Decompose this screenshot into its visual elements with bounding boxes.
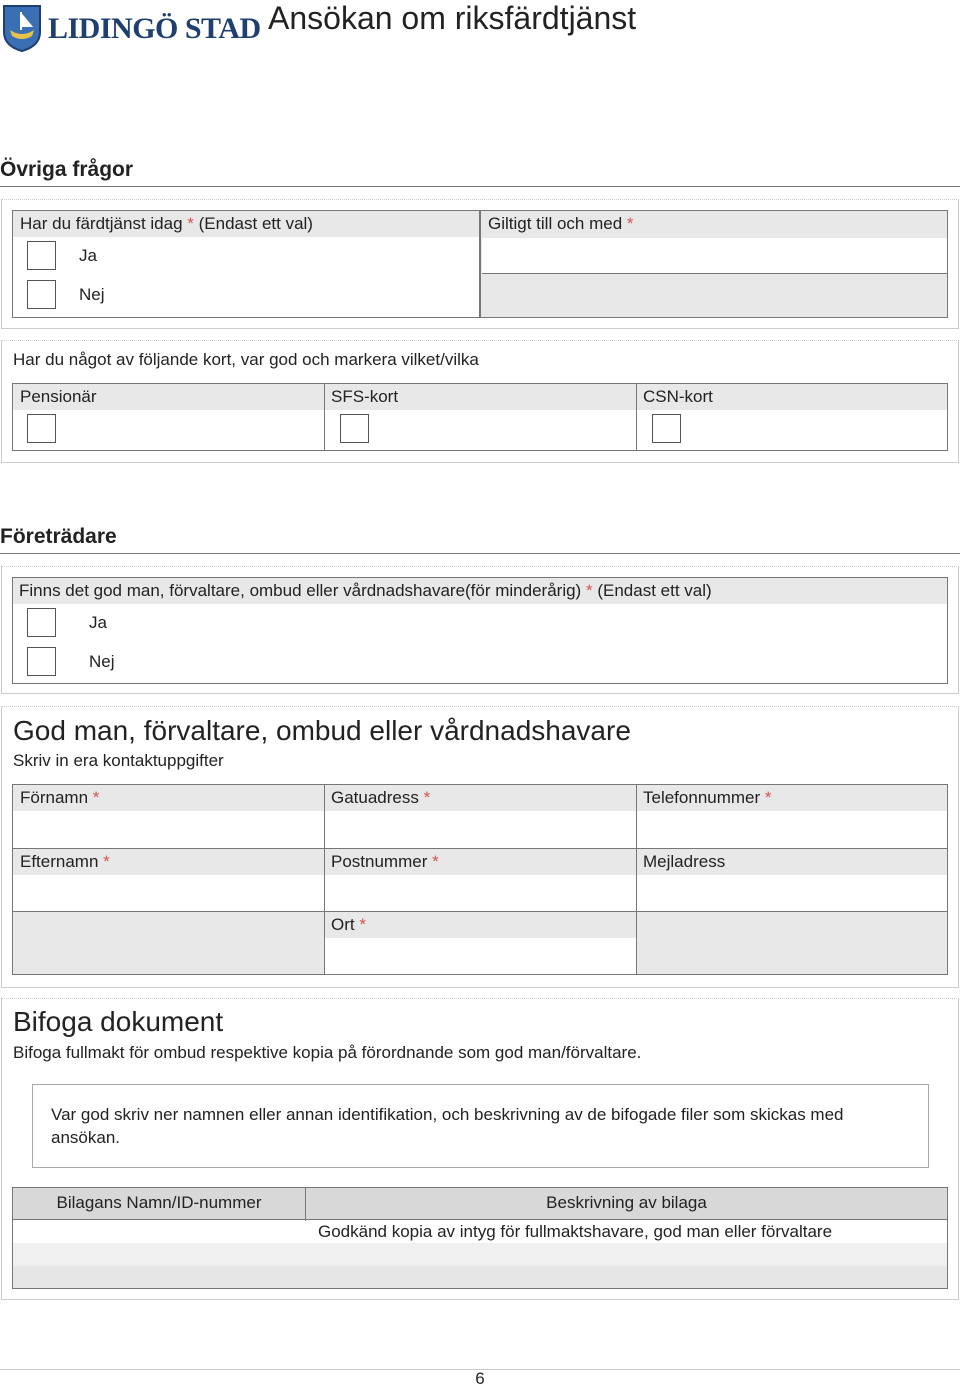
foretradare-question: Finns det god man, förvaltare, ombud eller vårdnadshavare(för minderårig) * (Endast ett val) [13, 578, 947, 604]
kort-sfs-label: SFS-kort [331, 387, 399, 406]
mejl-label: Mejladress [643, 852, 726, 871]
attachment-desc-cell[interactable]: Godkänd kopia av intyg för fullmaktshavare, god man eller förvaltare [318, 1222, 833, 1241]
page-title: Ansökan om riksfärdtjänst [268, 0, 637, 36]
attachments-table [12, 1187, 948, 1289]
bifoga-subheading: Bifoga fullmakt för ombud respektive kopia på förordnande som god man/förvaltare. [13, 1043, 642, 1062]
page-number: 6 [475, 1369, 485, 1388]
efternamn-label: Efternamn * [20, 852, 110, 871]
ort-label: Ort * [331, 915, 366, 934]
kort-question: Har du något av följande kort, var god och markera vilket/vilka [13, 350, 479, 369]
empty-cell-right [637, 912, 947, 974]
fornamn-input[interactable] [14, 812, 323, 847]
fornamn-label: Förnamn * [20, 788, 100, 807]
section-heading-ovriga: Övriga frågor [0, 158, 960, 187]
foretradare-ja-label: Ja [89, 613, 107, 632]
section-heading-foretradare: Företrädare [0, 525, 960, 554]
telefon-label: Telefonnummer * [643, 788, 772, 807]
contact-heading: God man, förvaltare, ombud eller vårdnadshavare [13, 715, 631, 746]
foretradare-ja-checkbox[interactable] [27, 608, 56, 637]
bifoga-heading: Bifoga dokument [13, 1006, 224, 1037]
fardtjanst-nej-checkbox[interactable] [27, 280, 56, 309]
kort-pensionar-label: Pensionär [20, 387, 97, 406]
ort-input[interactable] [326, 939, 635, 973]
giltigt-label: Giltigt till och med * [481, 211, 947, 237]
logo-text: LIDINGÖ STAD [48, 12, 261, 45]
kort-csn-label: CSN-kort [643, 387, 713, 406]
telefon-input[interactable] [638, 812, 946, 847]
kort-sfs-checkbox[interactable] [340, 414, 369, 443]
col-header-name: Bilagans Namn/ID-nummer [56, 1193, 262, 1212]
fardtjanst-nej-label: Nej [79, 285, 105, 304]
efternamn-input[interactable] [14, 876, 323, 910]
postnummer-label: Postnummer * [331, 852, 439, 871]
gatuadress-input[interactable] [326, 812, 635, 847]
gatuadress-label: Gatuadress * [331, 788, 431, 807]
foretradare-nej-label: Nej [89, 652, 115, 671]
coat-of-arms-icon [2, 4, 42, 52]
giltigt-group [480, 210, 948, 318]
giltigt-input[interactable] [482, 238, 947, 274]
fardtjanst-ja-label: Ja [79, 246, 97, 265]
logo [2, 4, 261, 54]
empty-cell-left [13, 912, 324, 974]
bifoga-note: Var god skriv ner namnen eller annan identifikation, och beskrivning av de bifogade filer som skickas med ansökan. [51, 1105, 844, 1147]
contact-grid [12, 784, 948, 975]
kort-csn-checkbox[interactable] [652, 414, 681, 443]
bifoga-note-box [32, 1084, 929, 1168]
postnummer-input[interactable] [326, 876, 635, 910]
mejl-input[interactable] [638, 876, 946, 910]
fardtjanst-ja-checkbox[interactable] [27, 241, 56, 270]
kort-group [12, 383, 948, 451]
fardtjanst-group [12, 210, 480, 318]
fardtjanst-question: Har du färdtjänst idag * (Endast ett val) [13, 211, 479, 237]
kort-pensionar-checkbox[interactable] [27, 414, 56, 443]
col-header-desc: Beskrivning av bilaga [546, 1193, 707, 1212]
contact-subheading: Skriv in era kontaktuppgifter [13, 751, 224, 770]
foretradare-nej-checkbox[interactable] [27, 647, 56, 676]
foretradare-group [12, 577, 948, 684]
